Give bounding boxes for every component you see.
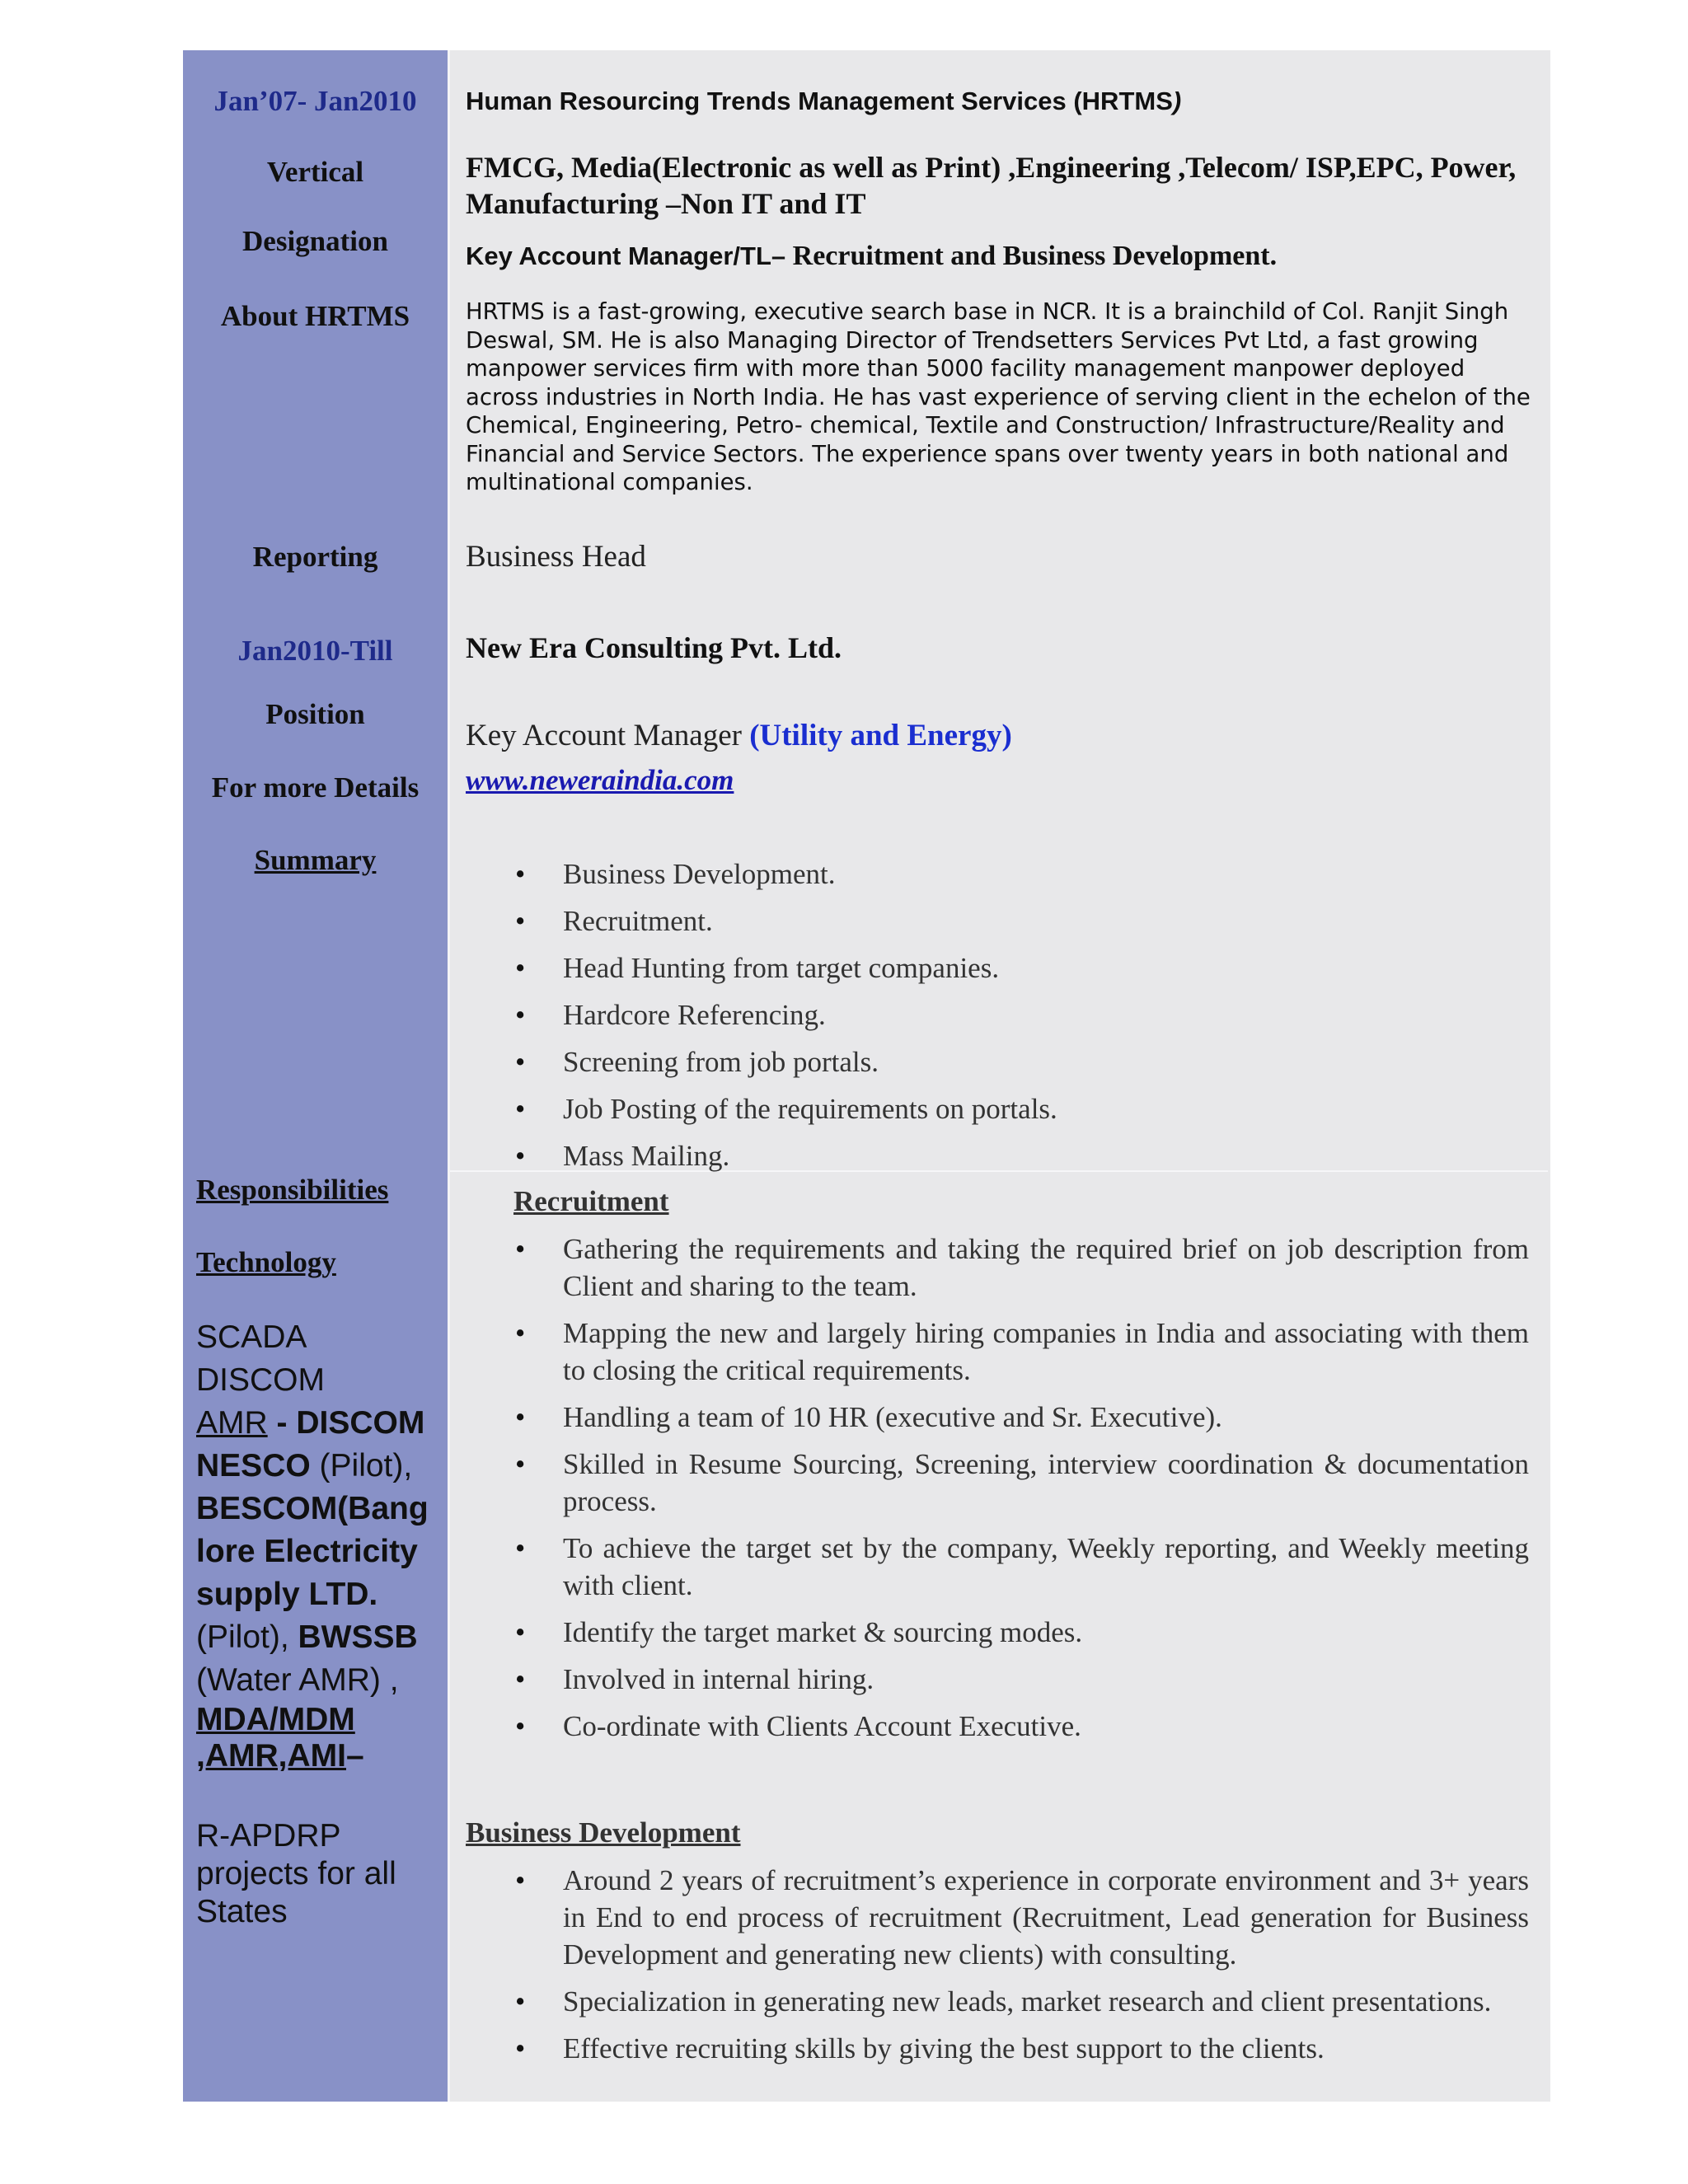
tech-rapdrp: R-APDRP projects for all States — [196, 1818, 396, 1929]
tech-amr-line — [196, 1402, 443, 1445]
tech-mda-line — [196, 1702, 443, 1774]
summary-item: • Hardcore Referencing. — [466, 991, 1529, 1038]
tech-amr-sep: - — [267, 1405, 297, 1441]
more-details-label: For more Details — [211, 771, 420, 804]
responsibilities-label: Responsibilities — [196, 1174, 389, 1206]
tech-mda: MDA/MDM ,AMR,AMI — [196, 1702, 355, 1774]
summary-item: • Job Posting of the requirements on portals. — [466, 1085, 1529, 1132]
about-label: About HRTMS — [220, 300, 410, 332]
designation-text-serif: Recruitment and Business Development. — [785, 241, 1278, 271]
technology-list — [196, 1316, 443, 1931]
business-development-item: • Around 2 years of recruitment’s experience in corporate environment and 3+ years in End to end process of recruitment (Recruitment, Lead generation for Business Development and generating new clients) with consulting. — [466, 1862, 1529, 1973]
recruitment-list — [466, 1230, 1529, 1755]
position-highlight: (Utility and Energy) — [749, 719, 1012, 752]
tech-discom: DISCOM — [196, 1362, 325, 1398]
tech-bwssb-line — [196, 1616, 443, 1659]
website-link[interactable]: www.neweraindia.com — [466, 764, 734, 796]
vertical-text: FMCG, Media(Electronic as well as Print) ,Engineering ,Telecom/ ISP,EPC, Power, Manufacturing –Non IT and IT — [466, 151, 1517, 220]
tech-nesco-line — [196, 1445, 443, 1488]
period-label-1: Jan’07- Jan2010 — [213, 85, 417, 117]
recruitment-item: • Gathering the requirements and taking the required brief on job description from Client and sharing to the team. — [466, 1230, 1529, 1305]
tech-dash: – — [345, 1738, 364, 1774]
business-development-item: • Specialization in generating new leads, market research and client presentations. — [466, 1983, 1529, 2020]
recruitment-item: • Mapping the new and largely hiring companies in India and associating with them to closing the critical requirements. — [466, 1315, 1529, 1389]
tech-bescom: BESCOM(Bang lore Electricity supply LTD. — [196, 1491, 429, 1612]
tech-bwssb: BWSSB — [298, 1619, 418, 1655]
tech-scada: SCADA — [196, 1319, 307, 1355]
position-label: Position — [265, 698, 365, 730]
recruitment-item: • Handling a team of 10 HR (executive and Sr. Executive). — [466, 1399, 1529, 1436]
company-name-1 — [466, 87, 1181, 116]
position-text — [466, 718, 1012, 753]
recruitment-item: • Identify the target market & sourcing modes. — [466, 1614, 1529, 1651]
tech-amr-discom: DISCOM — [296, 1405, 425, 1441]
business-development-heading: Business Development — [466, 1816, 741, 1849]
reporting-text: Business Head — [466, 540, 646, 574]
about-text: HRTMS is a fast-growing, executive search base in NCR. It is a brainchild of Col. Ranjit Singh Deswal, SM. He is also Managing Director of Trendsetters Services Pvt Ltd, a fast growing manpower services firm with more than 5000 facility management manpower deployed across industries in North India. He has vast experience of serving client in the echelon of the Chemical, Engineering, Petro- chemical, Textile and Construction/ Infrastructure/Reality and Financial and Service Sectors. The experience spans over twenty years in both national and multinational companies. — [466, 298, 1531, 495]
tech-nesco: NESCO — [196, 1448, 311, 1483]
reporting-label: Reporting — [252, 541, 378, 573]
recruitment-heading: Recruitment — [513, 1185, 669, 1217]
recruitment-item: • Co-ordinate with Clients Account Executive. — [466, 1708, 1529, 1745]
summary-item: • Recruitment. — [466, 898, 1529, 944]
designation-label: Designation — [242, 225, 388, 257]
tech-pilot-2: (Pilot), — [196, 1619, 298, 1655]
technology-label: Technology — [196, 1246, 336, 1278]
business-development-list — [466, 1862, 1529, 2077]
vertical-label: Vertical — [266, 156, 364, 188]
designation-text-sans: Key Account Manager/TL– — [466, 241, 786, 270]
business-development-item: • Effective recruiting skills by giving the best support to the clients. — [466, 2030, 1529, 2067]
summary-item: • Mass Mailing. — [466, 1132, 1529, 1179]
designation-text — [466, 241, 1277, 272]
tech-amr: AMR — [196, 1405, 268, 1441]
summary-item: • Business Development. — [466, 851, 1529, 898]
tech-pilot: (Pilot), — [310, 1448, 413, 1483]
company-name-1-text: Human Resourcing Trends Management Services (HRTMS — [466, 87, 1173, 115]
summary-item: • Screening from job portals. — [466, 1038, 1529, 1085]
summary-list — [466, 851, 1529, 1179]
resume-page — [183, 50, 1548, 2102]
summary-label: Summary — [254, 844, 377, 876]
company-name-1-paren: ) — [1172, 87, 1182, 115]
recruitment-item: • Involved in internal hiring. — [466, 1661, 1529, 1698]
recruitment-item: • To achieve the target set by the company, Weekly reporting, and Weekly meeting with client. — [466, 1530, 1529, 1604]
position-text-main: Key Account Manager — [466, 719, 750, 752]
period-label-2: Jan2010-Till — [237, 635, 393, 667]
recruitment-item: • Skilled in Resume Sourcing, Screening, interview coordination & documentation process. — [466, 1446, 1529, 1520]
summary-item: • Head Hunting from target companies. — [466, 944, 1529, 991]
company-name-2: New Era Consulting Pvt. Ltd. — [466, 631, 842, 664]
tech-water: (Water AMR) , — [196, 1662, 399, 1698]
